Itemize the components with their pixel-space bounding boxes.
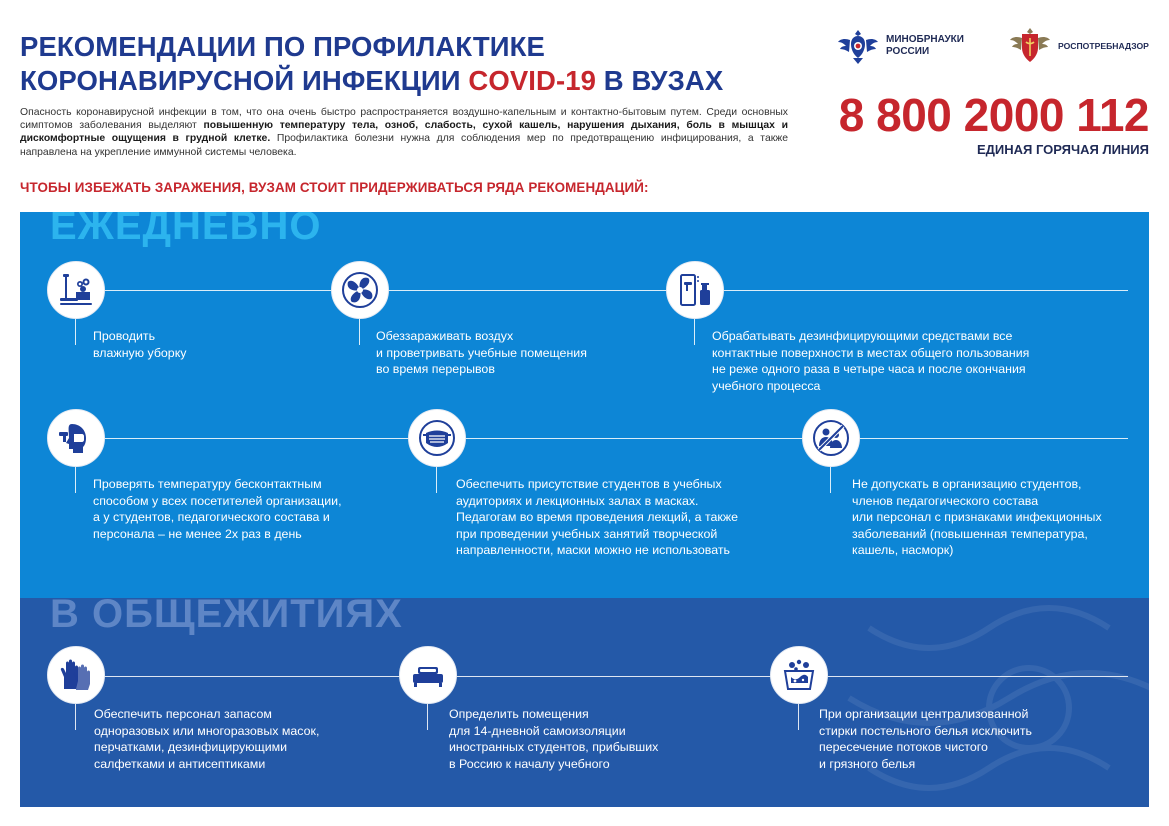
intro-symptoms: повышенную температуру тела, озноб, слабость, сухой кашель, нарушения дыхания, боль в мышцах и дискомфортные ощущения в грудной клетке.: [20, 120, 788, 145]
rospotrebnadzor-logo: [1008, 24, 1149, 68]
daily-section: [20, 212, 1149, 598]
timeline-line: [84, 290, 1128, 291]
daily-item-text: Проверять температуру бесконтактным способом у всех посетителей организации, а у студентов, педагогического состава и персонала – не менее 2х раз в день: [93, 477, 342, 541]
connector-line: [830, 467, 831, 493]
lead-heading: ЧТОБЫ ИЗБЕЖАТЬ ЗАРАЖЕНИЯ, ВУЗАМ СТОИТ ПРИДЕРЖИВАТЬСЯ РЯДА РЕКОМЕНДАЦИЙ:: [20, 180, 649, 195]
connector-line: [75, 467, 76, 493]
timeline-line: [84, 676, 1128, 677]
gloves-icon: [56, 655, 96, 695]
hotline-label: ЕДИНАЯ ГОРЯЧАЯ ЛИНИЯ: [976, 142, 1149, 157]
connector-line: [75, 319, 76, 345]
thermometer-icon-circle: [47, 409, 105, 467]
dormitory-section-title: В ОБЩЕЖИТИЯХ: [50, 598, 403, 636]
cleaning-icon-circle: [47, 261, 105, 319]
disinfect-icon-circle: [666, 261, 724, 319]
timeline-line: [84, 438, 1128, 439]
daily-item-text: Обеззараживать воздух и проветривать учебные помещения во время перерывов: [376, 329, 587, 376]
daily-item-text: Обрабатывать дезинфицирующими средствами все контактные поверхности в местах общего пользования не реже одного раза в четыре часа и после окончания учебного процесса: [712, 329, 1030, 393]
bed-icon-circle: [399, 646, 457, 704]
intro-part-1: Опасность коронавирусной инфекции в том, что она очень быстро распространяется воздушно-капельным и контактно-бытовым путем. Среди основных симптомов заболевания выделяют: [20, 107, 788, 132]
eagle-emblem-icon: [836, 24, 880, 68]
fan-icon: [340, 270, 380, 310]
no-people-icon: [811, 418, 851, 458]
laundry-icon: [779, 655, 819, 695]
title-line-1: РЕКОМЕНДАЦИИ ПО ПРОФИЛАКТИКЕ: [20, 31, 545, 62]
daily-section-title: ЕЖЕДНЕВНО: [50, 212, 322, 248]
dormitory-section: [20, 598, 1149, 807]
title-line-2-end: В ВУЗАХ: [596, 65, 724, 96]
minobrnauki-logo: [836, 24, 964, 68]
rospotrebnadzor-emblem-icon: [1008, 24, 1052, 68]
title-covid: COVID-19: [468, 65, 597, 96]
hotline-phone: 8 800 2000 112: [838, 89, 1149, 141]
daily-item-text: Проводить влажную уборку: [93, 329, 187, 360]
thermometer-icon: [56, 418, 96, 458]
no-people-icon-circle: [802, 409, 860, 467]
fan-icon-circle: [331, 261, 389, 319]
connector-line: [694, 319, 695, 345]
daily-item-text: Не допускать в организацию студентов, членов педагогического состава или персонал с признаками инфекционных заболеваний (повышенная температура, кашель, насморк): [852, 477, 1102, 557]
mask-icon-circle: [408, 409, 466, 467]
daily-item-text: Обеспечить присутствие студентов в учебных аудиториях и лекционных залах в масках. Педагогам во время проведения лекций, а также при проведении учебных занятий творческой направленности, маски можно не использовать: [456, 477, 739, 557]
dormitory-item-text: При организации централизованной стирки постельного белья исключить пересечение потоков чистого и грязного белья: [819, 707, 1032, 771]
dormitory-item-text: Обеспечить персонал запасом одноразовых или многоразовых масок, перчатками, дезинфицирующими салфетками и антисептиками: [94, 707, 320, 771]
cleaning-icon: [56, 270, 96, 310]
connector-line: [427, 704, 428, 730]
laundry-icon-circle: [770, 646, 828, 704]
bed-icon: [408, 655, 448, 695]
dormitory-item-text: Определить помещения для 14-дневной самоизоляции иностранных студентов, прибывших в Россию к началу учебного: [449, 707, 659, 771]
intro-part-2: Профилактика болезни нужна для соблюдения мер по предотвращению инфицирования, а также направлена на укрепление иммунной системы человека.: [20, 133, 789, 158]
title-line-2-start: КОРОНАВИРУСНОЙ ИНФЕКЦИИ: [20, 65, 469, 96]
connector-line: [359, 319, 360, 345]
page-title: [20, 30, 820, 98]
decorative-pattern: [829, 598, 1149, 807]
mask-icon: [417, 418, 457, 458]
minobrnauki-line-2: РОССИИ: [886, 46, 930, 57]
connector-line: [75, 704, 76, 730]
logos: [836, 24, 1156, 74]
hotline: [839, 90, 1149, 157]
gloves-icon-circle: [47, 646, 105, 704]
connector-line: [798, 704, 799, 730]
rospotrebnadzor-name: РОСПОТРЕБНАДЗОР: [1058, 41, 1149, 51]
minobrnauki-line-1: МИНОБРНАУКИ: [886, 34, 964, 45]
connector-line: [436, 467, 437, 493]
intro-paragraph: [20, 106, 788, 159]
disinfect-spray-icon: [675, 270, 715, 310]
